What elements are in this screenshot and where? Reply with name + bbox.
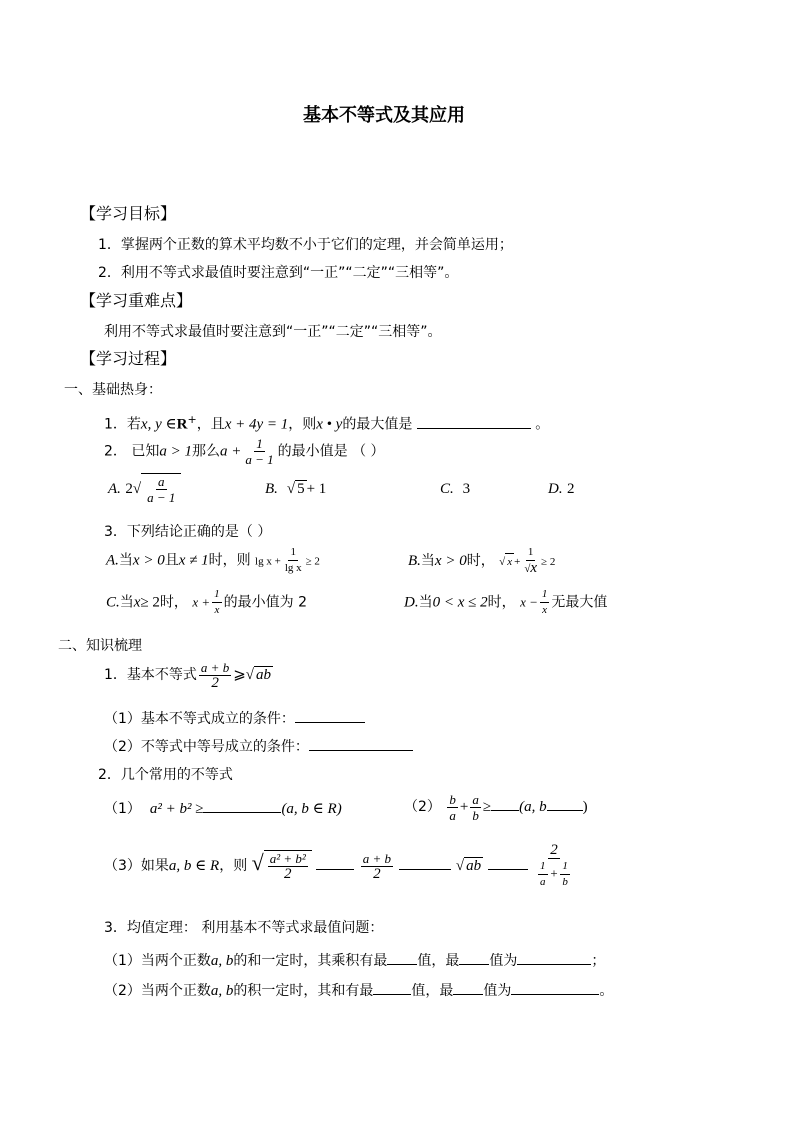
answer-blank[interactable]	[517, 948, 591, 965]
part-1-heading: 一、基础热身：	[64, 382, 162, 398]
question-2: 2． 已知a > 1那么a + $\frac{1}{a - 1}$ 的最小值是 （ ）	[104, 436, 385, 467]
q3-option-b: B.当x > 0时， √ x + $\frac{1}{√x}$ ≥ 2	[408, 546, 556, 576]
question-2-options: A. 2√ $\frac{a}{a - 1}$	[108, 472, 181, 506]
answer-blank[interactable]	[488, 853, 528, 870]
knowledge-3: 3．均值定理： 利用基本不等式求最值问题：	[104, 920, 384, 936]
q3-option-d: D.当0 < x ≤ 2时， x − $\frac{1}{x}$ 无最大值	[404, 588, 608, 616]
answer-blank[interactable]	[491, 794, 519, 811]
knowledge-1: 1．基本不等式 $\frac{a + b}{2}$ ⩾√ ab	[104, 659, 272, 691]
page-title: 基本不等式及其应用	[303, 105, 465, 126]
key-point-1: 利用不等式求最值时要注意到“一正”“二定”“三相等”。	[104, 324, 442, 340]
answer-blank[interactable]	[399, 853, 451, 870]
answer-blank[interactable]	[373, 978, 411, 995]
goal-1: 1．掌握两个正数的算术平均数不小于它们的定理，并会简单运用；	[98, 237, 513, 253]
answer-blank[interactable]	[453, 978, 483, 995]
answer-blank[interactable]	[309, 734, 413, 751]
answer-blank[interactable]	[316, 853, 354, 870]
answer-blank[interactable]	[387, 948, 417, 965]
knowledge-2: 2．几个常用的不等式	[98, 767, 233, 783]
knowledge-1a: （1）基本不等式成立的条件：	[104, 706, 365, 729]
knowledge-2a: （1） a² + b² ≥ (a, b ∈ R)	[104, 796, 342, 819]
q3-option-c: C.当x≥ 2时， x + $\frac{1}{x}$ 的最小值为 2	[106, 588, 308, 616]
question-3: 3．下列结论正确的是（ ）	[104, 524, 272, 540]
answer-blank[interactable]	[511, 978, 599, 995]
knowledge-3a: （1）当两个正数a, b的和一定时，其乘积有最 值，最 值为 ；	[104, 948, 605, 971]
question-1: 1．若x, y ∈R+，且x + 4y = 1，则x • y的最大值是 。	[104, 413, 550, 433]
knowledge-3b: （2）当两个正数a, b的积一定时，其和有最 值，最 值为 。	[104, 978, 613, 1001]
option-c: C. 3	[440, 481, 471, 497]
goal-2: 2．利用不等式求最值时要注意到“一正”“二定”“三相等”。	[98, 265, 459, 281]
option-b: B. √ 5 + 1	[265, 481, 327, 497]
part-2-heading: 二、知识梳理	[58, 638, 142, 654]
knowledge-2b: （2） $\frac{b}{a}$ + $\frac{a}{b}$ ≥ (a, b )	[404, 791, 588, 823]
section-key-points: 【学习重难点】	[80, 291, 193, 310]
answer-blank[interactable]	[547, 794, 583, 811]
q3-option-a: A.当x > 0且x ≠ 1时，则 lg x + $\frac{1}{\text{lg x}}$ ≥ 2	[106, 546, 320, 574]
answer-blank[interactable]	[203, 796, 281, 813]
answer-blank[interactable]	[417, 412, 531, 429]
section-process: 【学习过程】	[80, 349, 177, 368]
knowledge-2c: （3）如果a, b ∈ R，则 √ $\frac{\text{a² + b²}}{2}$ $\frac{a + b}{2}$ √ ab 2 $\frac{1}{a}$ + $\frac{1}{b}$	[104, 841, 568, 888]
option-d: D. 2	[548, 481, 575, 497]
section-learning-goals: 【学习目标】	[80, 204, 177, 223]
answer-blank[interactable]	[459, 948, 489, 965]
answer-blank[interactable]	[295, 706, 365, 723]
knowledge-1b: （2）不等式中等号成立的条件：	[104, 734, 413, 757]
